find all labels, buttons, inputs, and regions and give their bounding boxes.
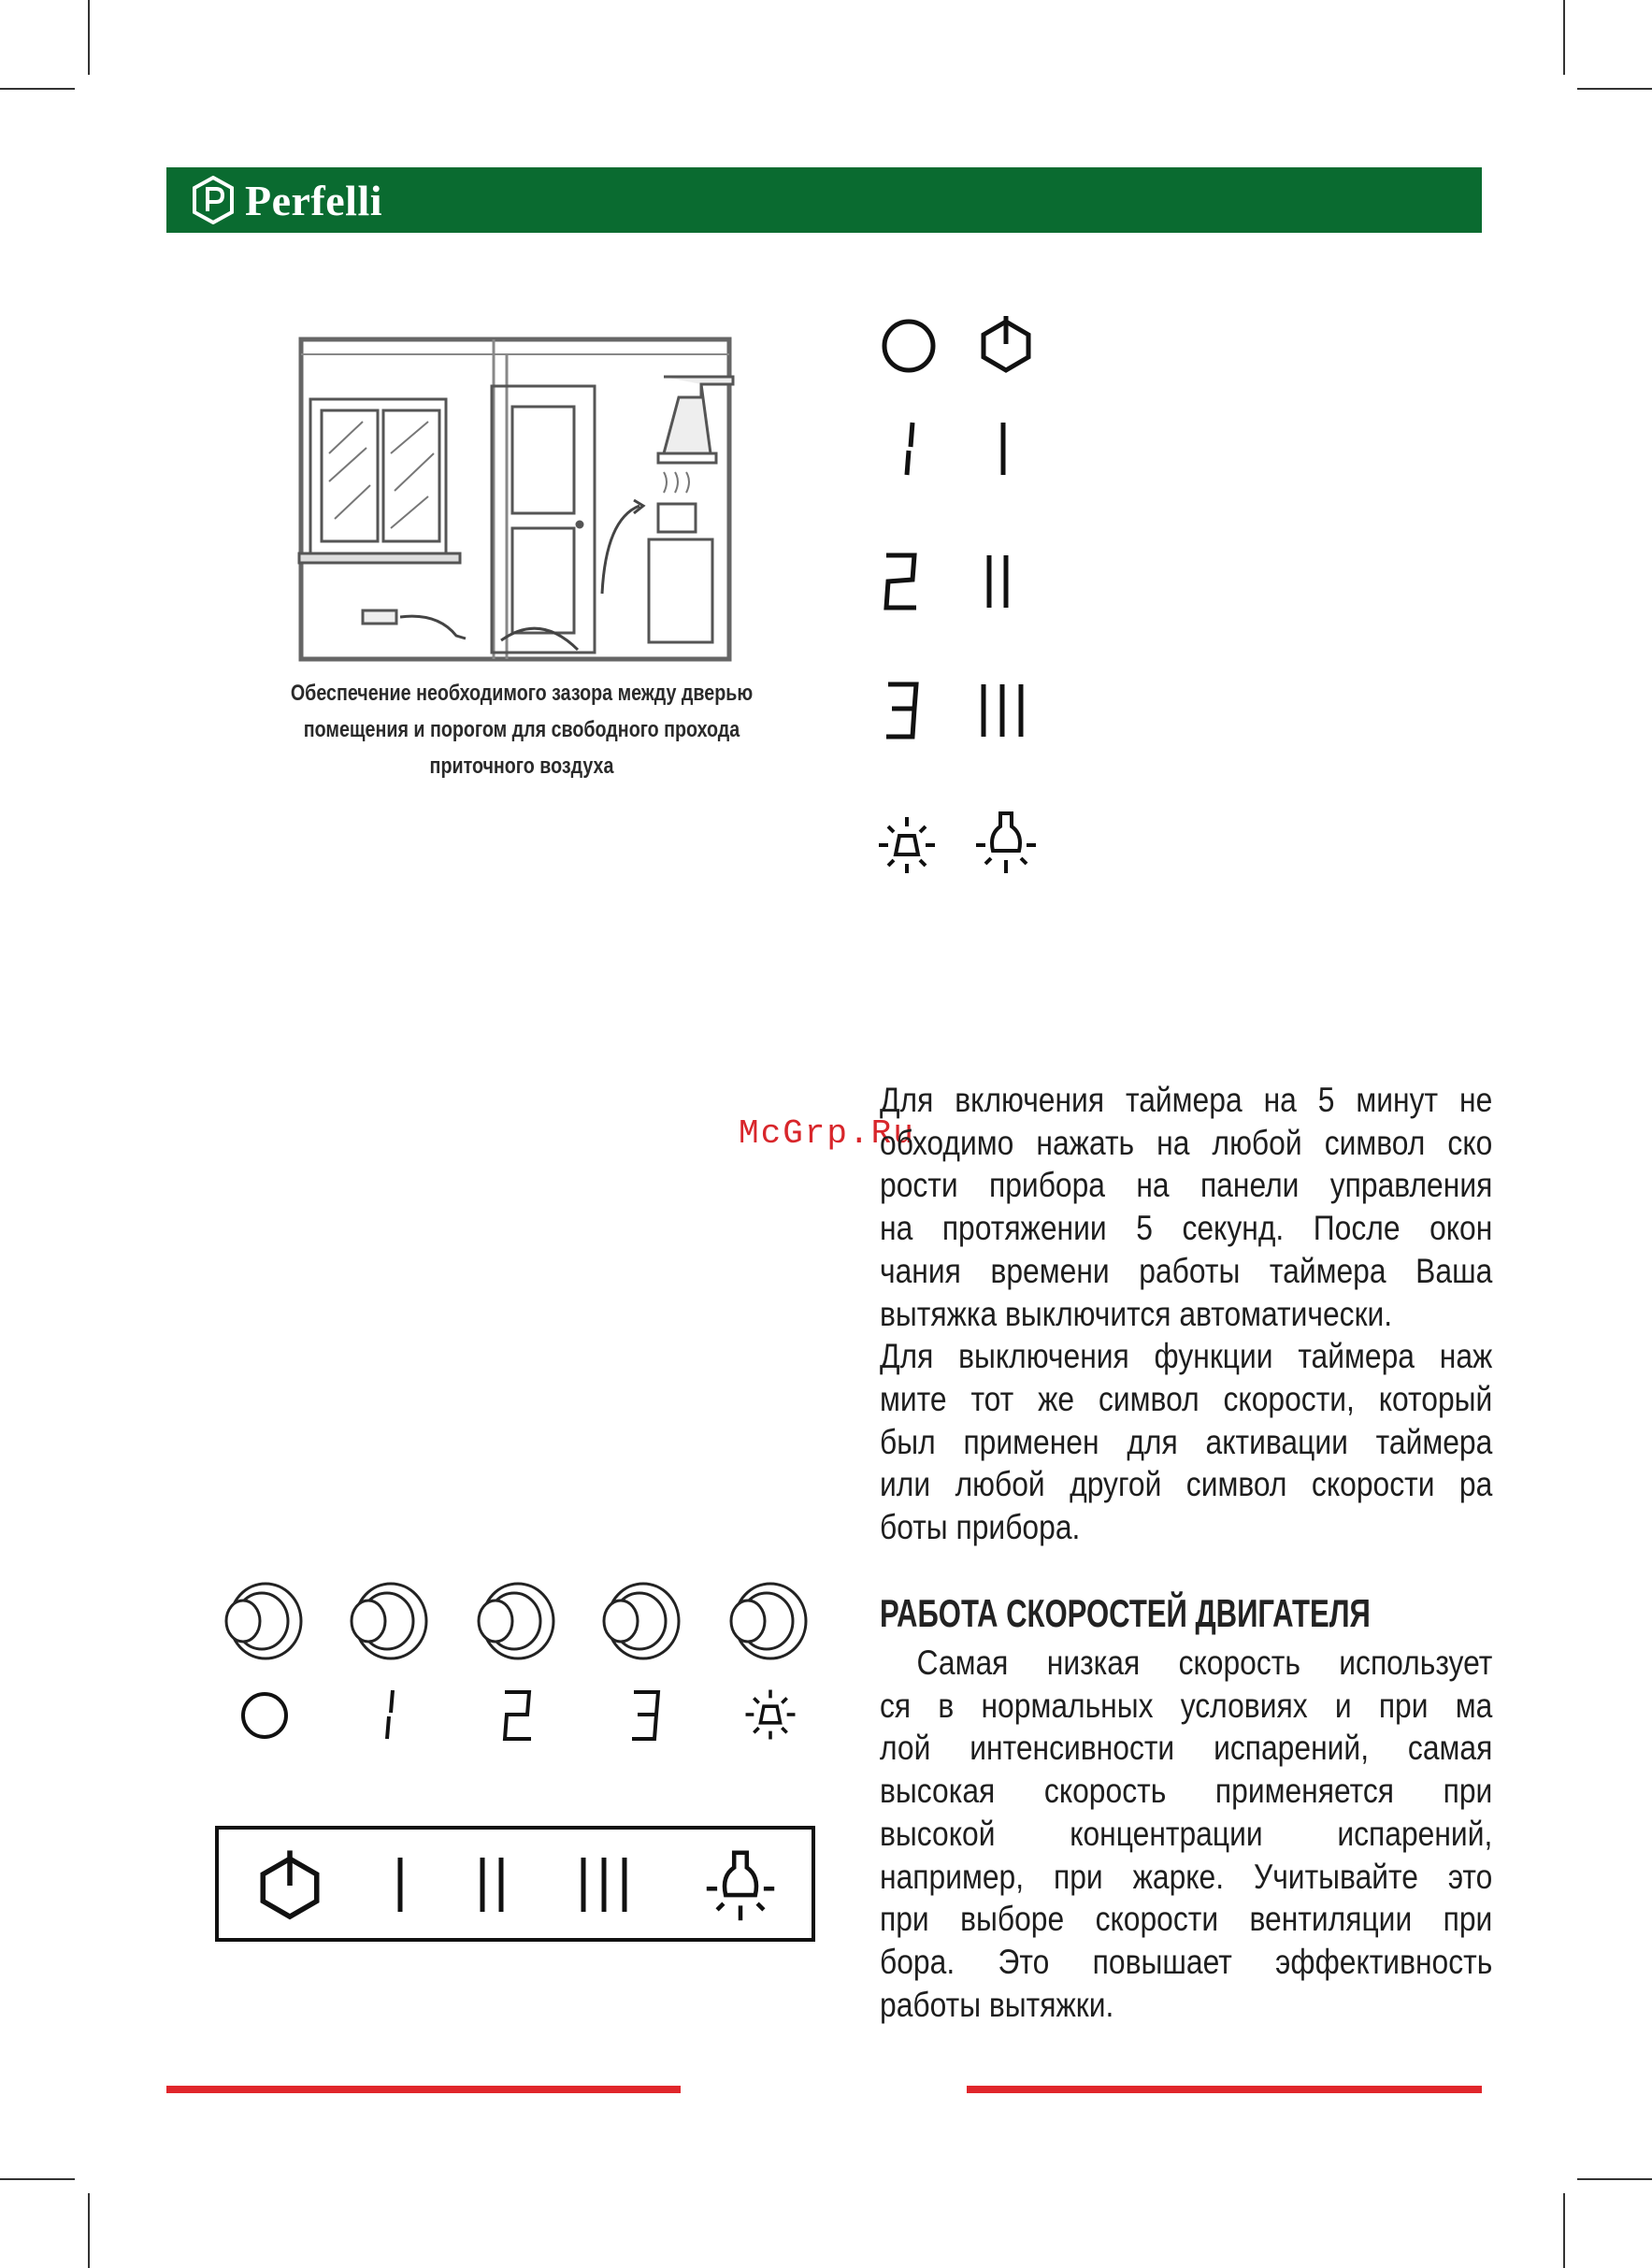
text-line: лой интенсивности испарений, самая — [880, 1729, 1493, 1768]
text-line: бора. Это повышает эффективность — [880, 1942, 1493, 1981]
off-circle-icon — [237, 1688, 292, 1743]
knob-icon — [217, 1580, 307, 1664]
text-line: ся в нормальных условиях и при ма — [880, 1686, 1493, 1725]
text-line: чания времени работы таймера Ваша — [880, 1251, 1493, 1290]
text-line: обходимо нажать на любой символ ско — [880, 1123, 1493, 1162]
figure-caption — [246, 675, 797, 784]
power-icon — [976, 312, 1036, 376]
text-line: рости прибора на панели управления — [880, 1166, 1493, 1205]
crop-mark — [1577, 2178, 1652, 2180]
knob-controls-illustration — [211, 1572, 819, 1759]
crop-mark — [1577, 88, 1652, 90]
speed-1-bar-icon — [989, 419, 1017, 479]
off-circle-icon — [879, 316, 939, 376]
speed-1-digit-icon — [376, 1687, 404, 1743]
knob-icon — [595, 1580, 684, 1664]
knob-icon — [342, 1580, 432, 1664]
speed-2-bars-icon — [980, 552, 1017, 611]
speed-3-digit-icon — [628, 1687, 666, 1743]
text-line: боты прибора. — [880, 1508, 1081, 1547]
text-line: мите тот же символ скорости, который — [880, 1379, 1493, 1418]
caption-line: Обеспечение необходимого зазора между дверью — [290, 681, 754, 706]
speed-3-digit-icon — [881, 679, 926, 742]
kitchen-ventilation-illustration — [297, 332, 735, 664]
caption-line: приточного воздуха — [429, 754, 614, 779]
footer-rule-right — [967, 2086, 1482, 2093]
speed-2-bars-icon — [473, 1854, 510, 1916]
motor-speed-description — [880, 1642, 1492, 2026]
light-sun-icon — [875, 813, 939, 877]
speed-2-digit-icon — [499, 1687, 537, 1743]
text-line: при выборе скорости вентиляции при — [880, 1900, 1493, 1939]
light-bulb-icon — [701, 1846, 780, 1927]
text-line: высокой концентрации испарений, — [880, 1814, 1493, 1853]
crop-mark — [1563, 2193, 1565, 2268]
symbol-legend — [869, 309, 1056, 888]
text-line: Для выключения функции таймера наж — [880, 1337, 1493, 1376]
timer-instructions — [880, 1079, 1492, 1549]
footer-rule-left — [166, 2086, 681, 2093]
light-sun-icon — [742, 1687, 798, 1743]
text-line: Для включения таймера на 5 минут не — [880, 1081, 1493, 1119]
crop-mark — [0, 88, 75, 90]
power-icon — [256, 1846, 323, 1925]
speed-1-bar-icon — [391, 1854, 409, 1916]
knob-icon — [722, 1580, 812, 1664]
brand-name: Perfelli — [245, 176, 383, 224]
speed-1-digit-icon — [890, 419, 927, 479]
perfelli-p-logo-icon — [191, 176, 236, 224]
crop-mark — [88, 2193, 90, 2268]
text-line: вытяжка выключится автоматически. — [880, 1294, 1393, 1333]
knob-icon — [469, 1580, 559, 1664]
text-line: или любой другой символ скорости ра — [880, 1465, 1493, 1504]
brand-header-bar — [166, 167, 1482, 233]
section-heading: РАБОТА СКОРОСТЕЙ ДВИГАТЕЛЯ — [880, 1591, 1371, 1635]
text-line: высокая скорость применяется при — [880, 1772, 1493, 1811]
speed-3-bars-icon — [576, 1854, 632, 1916]
caption-line: помещения и порогом для свободного прохода — [303, 717, 740, 742]
text-line: был применен для активации таймера — [880, 1422, 1493, 1461]
text-line: например, при жарке. Учитывайте это — [880, 1857, 1493, 1896]
brand-logo — [191, 175, 382, 225]
crop-mark — [1563, 0, 1565, 75]
crop-mark — [0, 2178, 75, 2180]
speed-2-digit-icon — [879, 550, 926, 613]
text-line: на протяжении 5 секунд. После окон — [880, 1209, 1493, 1248]
text-line: работы вытяжки. — [880, 1985, 1114, 2024]
light-bulb-icon — [972, 808, 1040, 879]
crop-mark — [88, 0, 90, 75]
control-panel-illustration — [215, 1826, 815, 1942]
text-line: Самая низкая скорость использует — [916, 1644, 1493, 1682]
watermark: McGrp.Ru — [739, 1114, 915, 1153]
speed-3-bars-icon — [976, 681, 1028, 740]
